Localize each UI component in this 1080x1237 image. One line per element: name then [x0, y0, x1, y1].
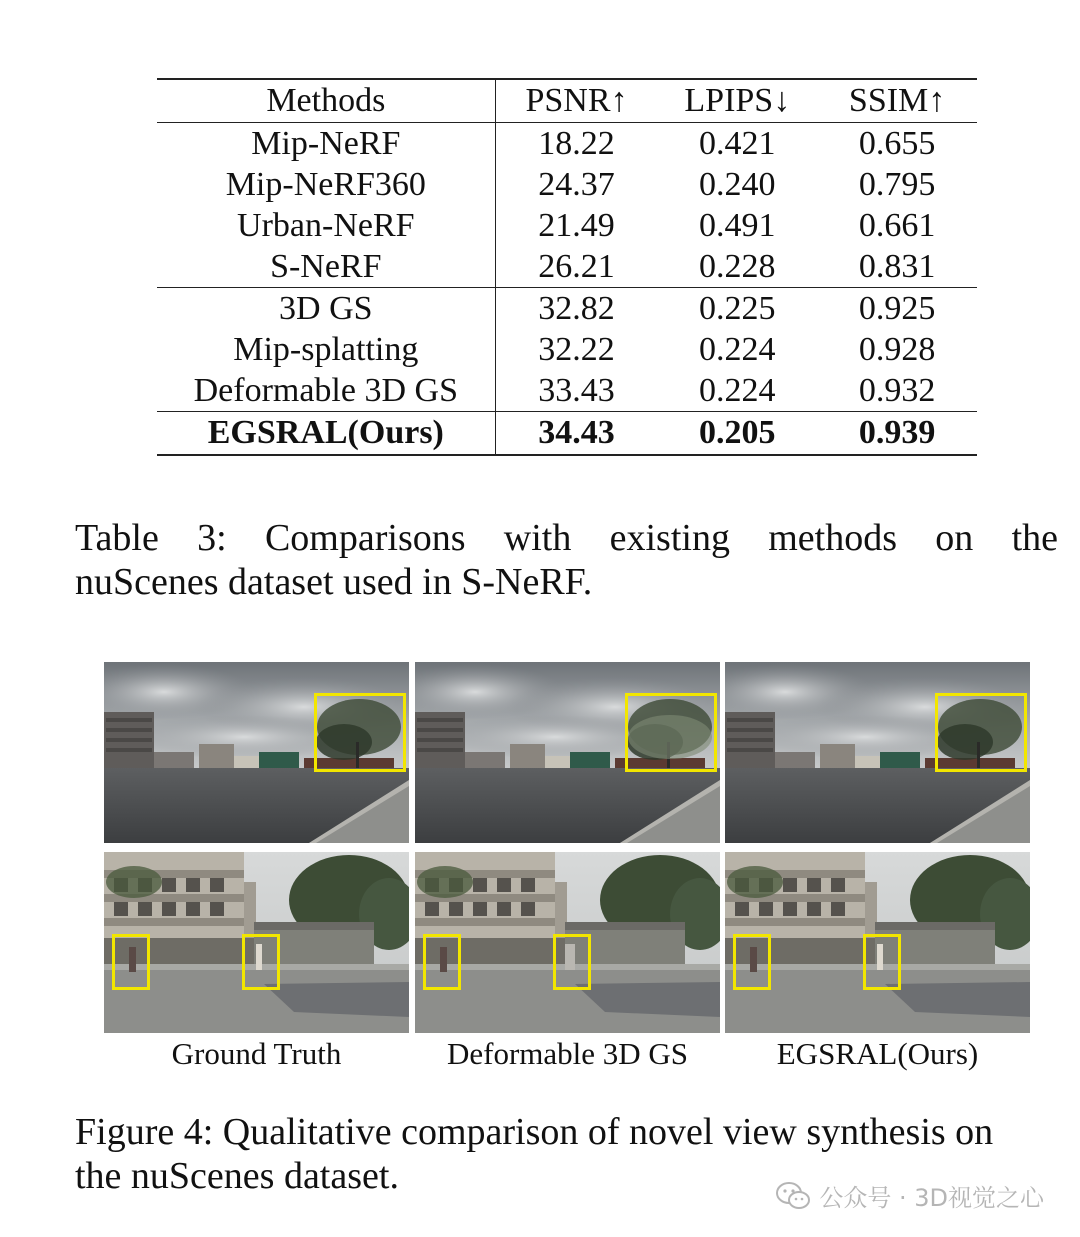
highlight-box — [314, 693, 406, 772]
ssim-cell: 0.661 — [858, 206, 936, 244]
table-row-ours — [157, 412, 977, 456]
table-row — [157, 370, 977, 412]
method-cell: S-NeRF — [157, 246, 495, 288]
table-caption — [75, 516, 1058, 604]
method-cell: Mip-NeRF — [157, 123, 495, 165]
ssim-cell: 0.939 — [858, 414, 936, 451]
psnr-cell: 24.37 — [538, 165, 615, 203]
lpips-cell: 0.205 — [699, 414, 776, 451]
table-caption-line2: nuScenes dataset used in S-NeRF. — [75, 561, 593, 603]
psnr-cell: 32.22 — [538, 330, 615, 368]
psnr-cell: 33.43 — [538, 371, 615, 409]
psnr-cell: 34.43 — [538, 414, 615, 451]
method-cell: EGSRAL(Ours) — [157, 412, 495, 456]
label-egsral-ours: EGSRAL(Ours) — [776, 1036, 979, 1071]
psnr-cell: 21.49 — [538, 206, 615, 244]
table-caption-line1: Table 3: Comparisons with existing methods on the — [75, 517, 1058, 559]
ssim-cell: 0.928 — [858, 330, 936, 368]
image-gt-bottom — [104, 852, 409, 1033]
highlight-box — [242, 934, 280, 990]
highlight-box — [553, 934, 591, 990]
method-cell: Mip-NeRF360 — [157, 164, 495, 205]
header-psnr: PSNR↑ — [525, 82, 628, 119]
lpips-cell: 0.491 — [699, 206, 776, 244]
method-cell: Mip-splatting — [157, 329, 495, 370]
lpips-cell: 0.240 — [699, 165, 776, 203]
image-deformable-bottom — [415, 852, 720, 1033]
ssim-cell: 0.932 — [858, 371, 936, 409]
lpips-cell: 0.224 — [699, 330, 776, 368]
ssim-cell: 0.831 — [858, 247, 936, 285]
highlight-box — [733, 934, 771, 990]
psnr-cell: 18.22 — [538, 124, 615, 162]
results-table — [157, 78, 977, 456]
highlight-box — [112, 934, 150, 990]
watermark — [775, 1178, 1044, 1213]
figure-caption-line1: Figure 4: Qualitative comparison of novel view synthesis on — [75, 1111, 994, 1153]
lpips-cell: 0.228 — [699, 247, 776, 285]
psnr-cell: 26.21 — [538, 247, 615, 285]
image-gt-top — [104, 662, 409, 843]
header-lpips: LPIPS↓ — [684, 82, 791, 119]
lpips-cell: 0.421 — [699, 124, 776, 162]
table-row — [157, 164, 977, 205]
ssim-cell: 0.795 — [858, 165, 936, 203]
ssim-cell: 0.925 — [858, 289, 936, 327]
header-methods: Methods — [157, 79, 495, 123]
method-cell: 3D GS — [157, 288, 495, 330]
image-ours-bottom — [725, 852, 1030, 1033]
highlight-box — [863, 934, 901, 990]
table-row — [157, 329, 977, 370]
label-ground-truth: Ground Truth — [171, 1036, 342, 1071]
table-row — [157, 288, 977, 330]
table-row — [157, 246, 977, 288]
table-row — [157, 123, 977, 165]
watermark-text: 公众号 · 3D视觉之心 — [819, 1184, 1044, 1212]
image-ours-top — [725, 662, 1030, 843]
figure-caption-line2: the nuScenes dataset. — [75, 1155, 399, 1197]
ssim-cell: 0.655 — [858, 124, 936, 162]
lpips-cell: 0.225 — [699, 289, 776, 327]
header-ssim: SSIM↑ — [848, 82, 946, 119]
highlight-box — [935, 693, 1027, 772]
psnr-cell: 32.82 — [538, 289, 615, 327]
highlight-box — [625, 693, 717, 772]
highlight-box — [423, 934, 461, 990]
table-row — [157, 205, 977, 246]
lpips-cell: 0.224 — [699, 371, 776, 409]
method-cell: Urban-NeRF — [157, 205, 495, 246]
figure-4 — [104, 662, 1030, 1034]
table-header-row — [157, 79, 977, 123]
image-deformable-top — [415, 662, 720, 843]
method-cell: Deformable 3D GS — [157, 370, 495, 412]
label-deformable-3dgs: Deformable 3D GS — [446, 1036, 689, 1071]
wechat-icon — [775, 1181, 811, 1211]
